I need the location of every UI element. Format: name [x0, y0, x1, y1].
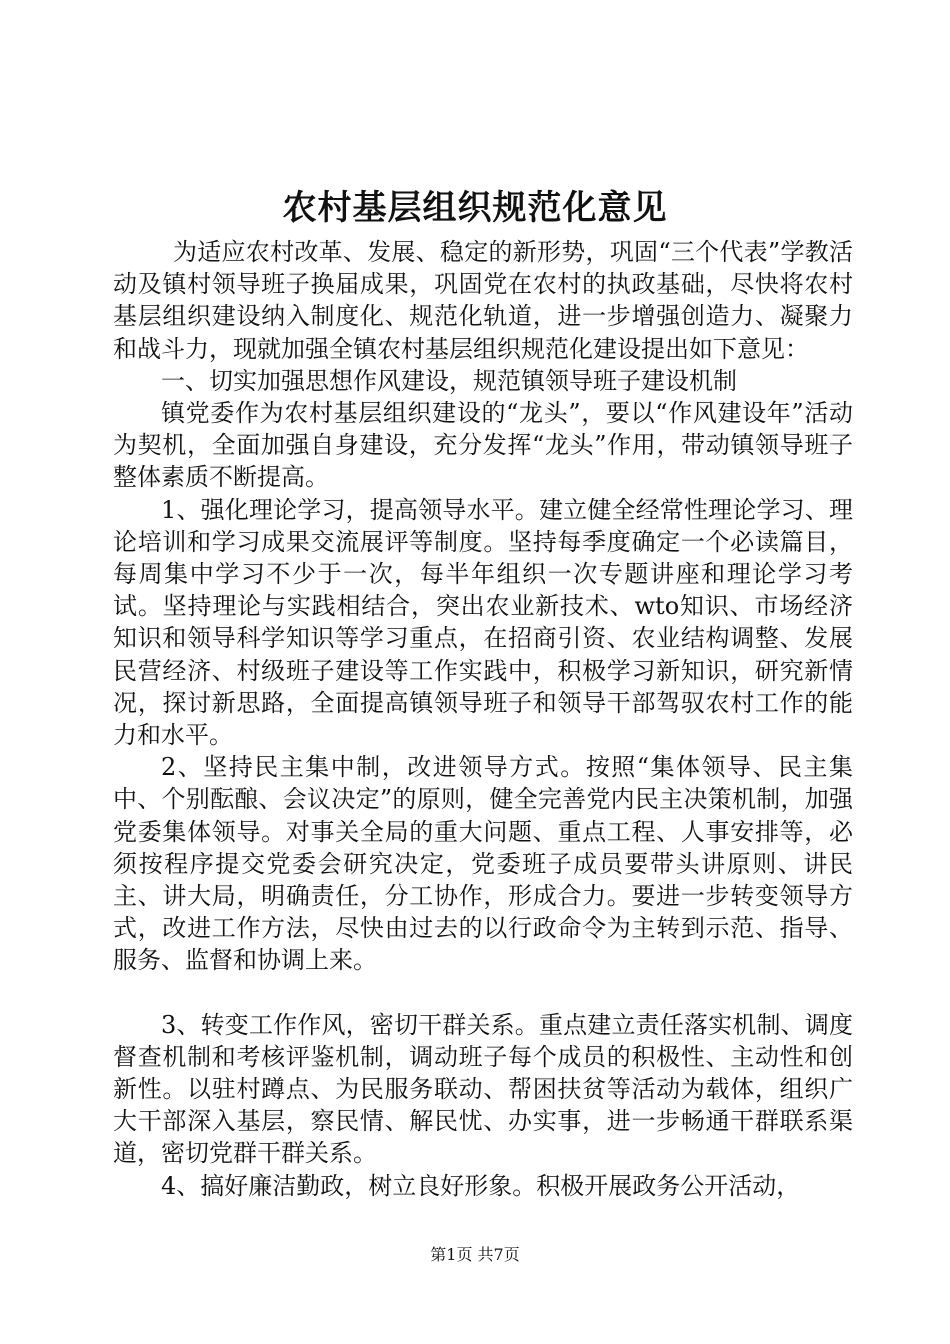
paragraph-item-2: 2、坚持民主集中制，改进领导方式。按照“集体领导、民主集中、个别酝酿、会议决定”的原则，健全完善党内民主决策机制，加强党委集体领导。对事关全局的重大问题、重点工程、人事安排等，必须按程序提交党委会研究决定，党委班子成员要带头讲原则、讲民主、讲大局，明确责任，分工协作，形成合力。要进一步转变领导方式，改进工作方法，尽快由过去的以行政命令为主转到示范、指导、服务、监督和协调上来。 [113, 753, 853, 975]
page-number: 第1页 共7页 [430, 1245, 520, 1264]
paragraph-intro: 为适应农村改革、发展、稳定的新形势，巩固“三个代表”学教活动及镇村领导班子换届成果，巩固党在农村的执政基础，尽快将农村基层组织建设纳入制度化、规范化轨道，进一步增强创造力、凝聚力和战斗力，现就加强全镇农村基层组织规范化建设提出如下意见： [113, 238, 853, 363]
document-body [113, 236, 853, 1202]
section-heading-1: 一、切实加强思想作风建设，规范镇领导班子建设机制 [161, 366, 737, 395]
paragraph-item-1: 1、强化理论学习，提高领导水平。建立健全经常性理论学习、理论培训和学习成果交流展评等制度。坚持每季度确定一个必读篇目，每周集中学习不少于一次，每半年组织一次专题讲座和理论学习考试。坚持理论与实践相结合，突出农业新技术、wto知识、市场经济知识和领导科学知识等学习重点，在招商引资、农业结构调整、发展民营经济、村级班子建设等工作实践中，积极学习新知识，研究新情况，探讨新思路，全面提高镇领导班子和领导干部驾驭农村工作的能力和水平。 [113, 495, 853, 750]
paragraph-item-4: 4、搞好廉洁勤政，树立良好形象。积极开展政务公开活动， [161, 1171, 801, 1200]
paragraph-section-1-intro: 镇党委作为农村基层组织建设的“龙头”，要以“作风建设年”活动为契机，全面加强自身建设，充分发挥“龙头”作用，带动镇领导班子整体素质不断提高。 [113, 399, 853, 492]
document-title: 农村基层组织规范化意见 [282, 188, 668, 228]
paragraph-item-3: 3、转变工作作风，密切干群关系。重点建立责任落实机制、调度督查机制和考核评鉴机制，调动班子每个成员的积极性、主动性和创新性。以驻村蹲点、为民服务联动、帮困扶贫等活动为载体，组织广大干部深入基层，察民情、解民忧、办实事，进一步畅通干群联系渠道，密切党群干群关系。 [113, 1010, 853, 1168]
